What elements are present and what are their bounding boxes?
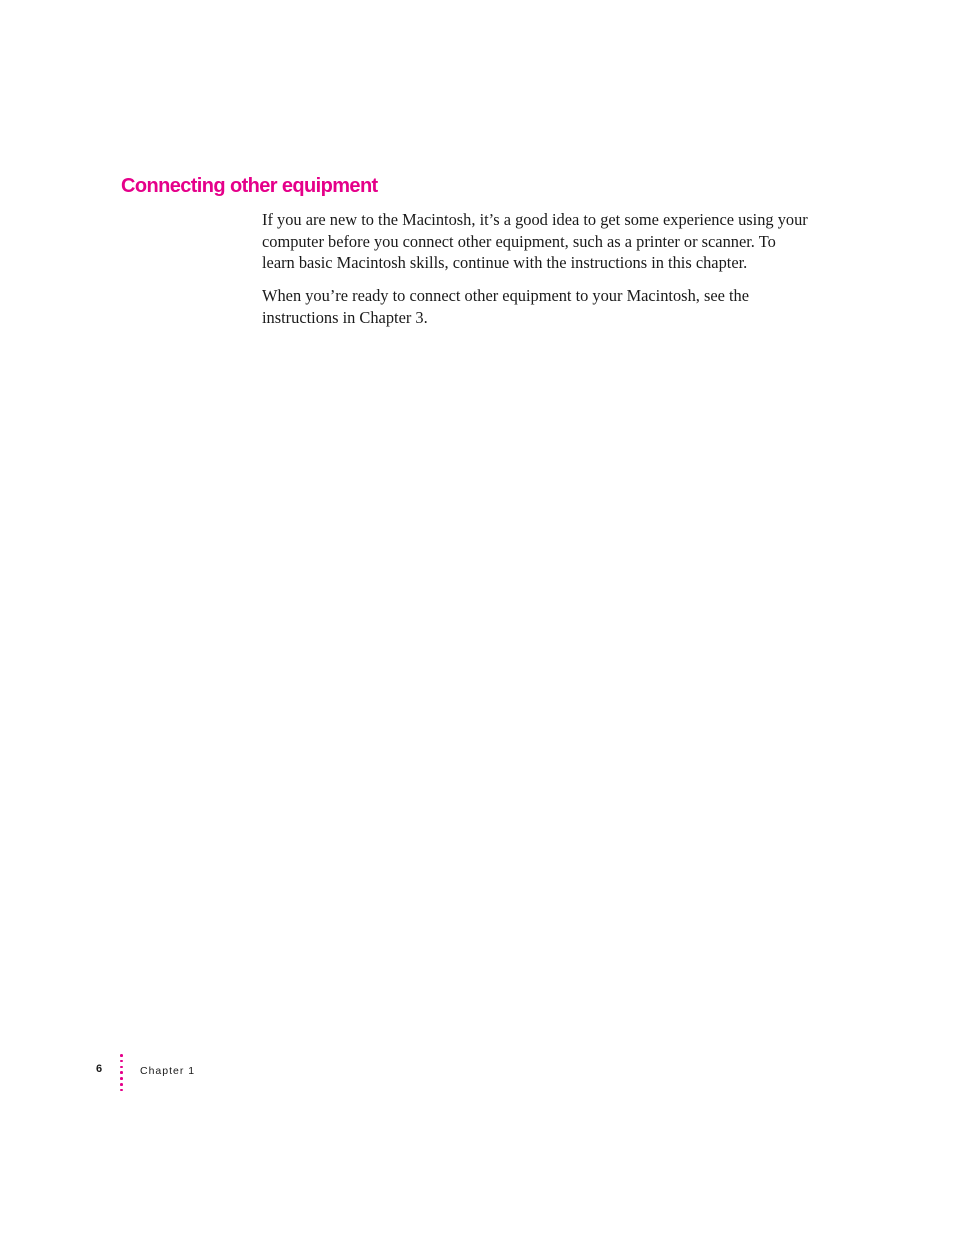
divider-dot (120, 1066, 123, 1069)
divider-dot (120, 1071, 123, 1074)
page-footer (96, 1054, 296, 1094)
paragraph-intro: If you are new to the Macintosh, it’s a good idea to get some experience using your computer before you connect other equipment, such as a printer or scanner. To learn basic Macintosh skills, continue with the instructions in this chapter. (262, 210, 808, 273)
divider-dot (120, 1077, 123, 1080)
divider-dot (120, 1083, 123, 1086)
chapter-label: Chapter 1 (140, 1065, 196, 1077)
section-heading: Connecting other equipment (121, 175, 378, 197)
dotted-divider (120, 1054, 124, 1094)
divider-dot (120, 1089, 123, 1092)
divider-dot (120, 1054, 123, 1057)
page-number: 6 (96, 1063, 103, 1075)
section-body (262, 209, 810, 340)
paragraph-chapter-reference: When you’re ready to connect other equipment to your Macintosh, see the instructions in Chapter 3. (262, 286, 750, 327)
divider-dot (120, 1060, 123, 1063)
